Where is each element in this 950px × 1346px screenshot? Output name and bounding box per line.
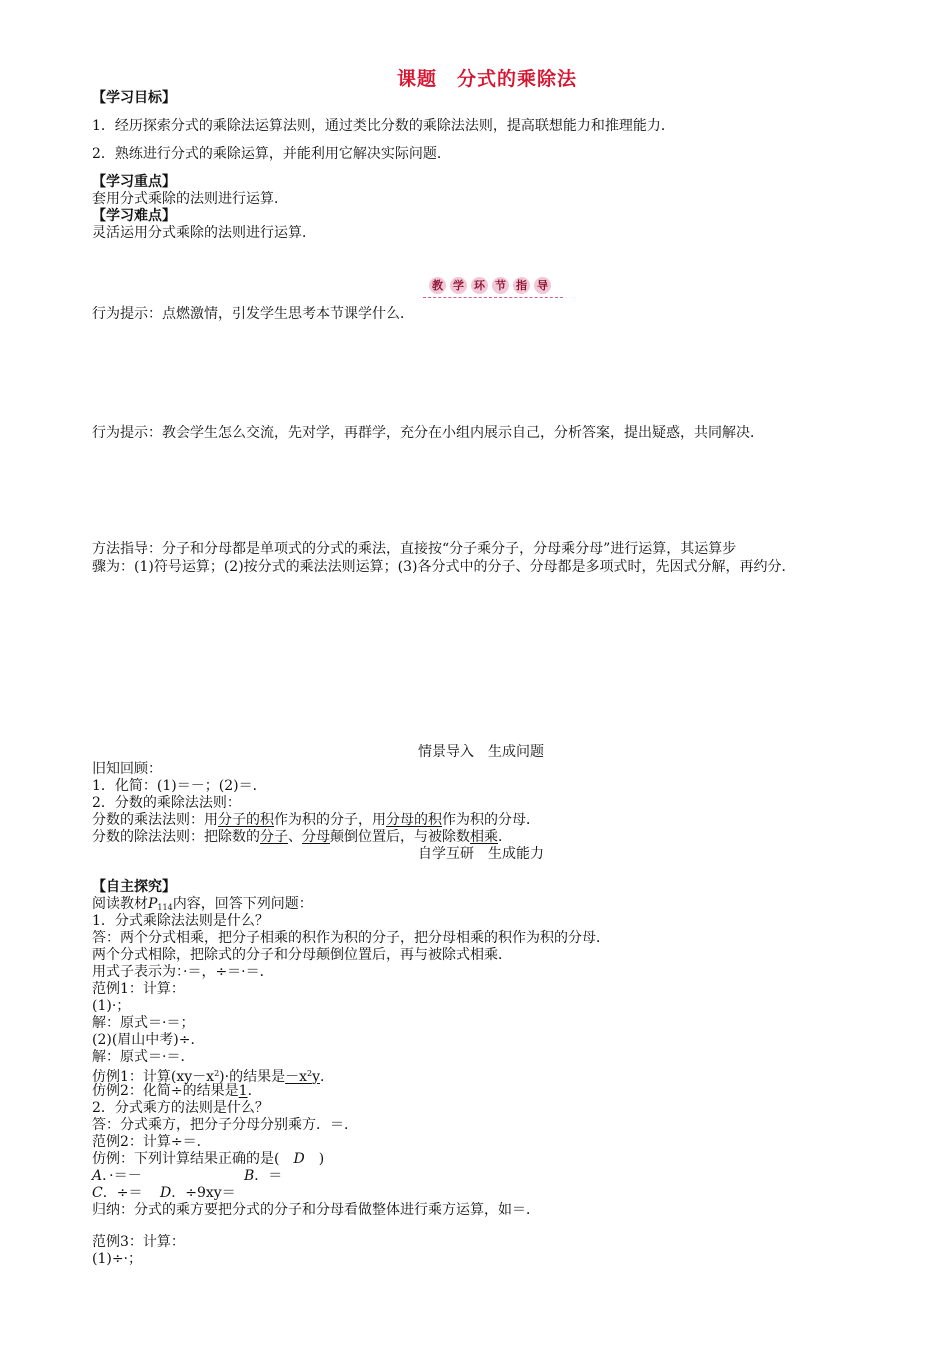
teaching-guide-banner [423,276,563,300]
text: ． [498,829,512,845]
solution-2: 解：原式＝·＝． [92,1049,195,1065]
objective-item: 2．熟练进行分式的乘除运算，并能利用它解决实际问题． [92,146,451,162]
example-3-part1: (1)÷·； [92,1251,143,1267]
text: ．÷＝ [102,1185,143,1201]
behavior-tip-2: 行为提示：教会学生怎么交流，先对学，再群学，充分在小组内展示自己，分析答案，提出疑惑，共同解决． [92,425,764,441]
choice-stem [92,1151,324,1167]
text: －x [285,1069,307,1085]
text: 作为积的分母． [442,812,540,828]
banner-char: 环 [471,277,488,294]
difficulty-heading: 【学习难点】 [92,208,176,224]
exponent: 2 [214,1069,220,1078]
text: y [312,1069,321,1085]
review-label: 旧知回顾： [92,761,162,777]
difficulty-text: 灵活运用分式乘除的法则进行运算． [92,225,316,241]
example-2: 范例2：计算÷＝． [92,1134,211,1150]
text: ) [304,1151,325,1167]
review-q2: 2．分数的乘除法法则： [92,795,241,811]
text: 仿例1：计算(xy－x [92,1069,215,1085]
banner-char: 节 [492,277,509,294]
banner-divider [423,297,563,298]
answer-1-cont: 两个分式相除，把除式的分子和分母颠倒位置后，再与被除式相乘． [92,947,512,963]
imitation-2 [92,1083,262,1099]
page-ref: P [148,896,158,912]
method-guide-line1: 方法指导：分子和分母都是单项式的分式的乘法，直接按“分子乘分子，分母乘分母”进行运算，其运算步 [92,541,737,557]
text: 仿例：下列计算结果正确的是( [92,1151,294,1167]
text: ．÷9xy＝ [171,1185,236,1201]
example-1-part1: (1)·； [92,998,131,1014]
focus-heading: 【学习重点】 [92,174,176,190]
text: 内容，回答下列问题： [172,896,313,912]
option-letter: D [160,1185,172,1201]
fraction-multiplication-rule [92,812,540,828]
example-1-heading: 范例1：计算： [92,981,185,997]
banner-char: 导 [534,277,551,294]
text: ． [320,1069,335,1085]
answer-blank: 1 [238,1083,248,1099]
text: 作为积的分子，用 [274,812,386,828]
answer-blank: 分母 [302,829,330,845]
method-guide-line2: 骤为：(1)符号运算；(2)按分式的乘法法则运算；(3)各分式中的分子、分母都是多项式时，先因式分解，再约分． [92,559,796,575]
objectives-heading: 【学习目标】 [92,90,176,106]
section-title-intro: 情景导入 生成问题 [418,744,544,760]
banner-char: 教 [429,277,446,294]
page-title: 课题 分式的乘除法 [397,68,578,90]
text: 分数的乘法法则：用 [92,812,218,828]
answer-blank: 分母的积 [386,812,442,828]
exponent: 2 [307,1069,313,1078]
objective-item: 1．经历探索分式的乘除法运算法则，通过类比分数的乘除法法则，提高联想能力和推理能力． [92,118,675,134]
behavior-tip-1: 行为提示：点燃激情，引发学生思考本节课学什么． [92,306,414,322]
example-1-part2: (2)(眉山中考)÷． [92,1032,205,1048]
review-q1: 1．化简：(1)＝－；(2)＝． [92,778,267,794]
option-letter: A [92,1168,103,1184]
answer-blank: 相乘 [470,829,498,845]
section-title-study: 自学互研 生成能力 [418,846,544,862]
text: ． [247,1083,262,1099]
choice-option-b [244,1168,282,1184]
option-letter: C [92,1185,103,1201]
explore-heading: 【自主探究】 [92,879,176,895]
solution-1: 解：原式＝·＝； [92,1015,195,1031]
text: ．·＝－ [102,1168,142,1184]
choice-answer: D [293,1151,305,1167]
formula-line: 用式子表示为：·＝，÷＝·＝． [92,964,274,980]
choice-option-d [160,1185,236,1201]
banner-char: 指 [513,277,530,294]
text: ．＝ [254,1168,283,1184]
focus-text: 套用分式乘除的法则进行运算． [92,191,288,207]
answer-blank: 分子的积 [218,812,274,828]
question-1: 1．分式乘除法法则是什么？ [92,913,269,929]
text: 阅读教材 [92,896,148,912]
option-letter: B [244,1168,255,1184]
induction: 归纳：分式的乘方要把分式的分子和分母看做整体进行乘方运算，如＝． [92,1202,540,1218]
page-number: 114 [157,903,173,912]
banner-char: 学 [450,277,467,294]
answer-1: 答：两个分式相乘，把分子相乘的积作为积的分子，把分母相乘的积作为积的分母． [92,930,610,946]
choice-option-a [92,1168,142,1184]
answer-blank [285,1069,320,1085]
choice-option-c [92,1185,142,1201]
fraction-division-rule [92,829,512,845]
text: 仿例2：化简÷的结果是 [92,1083,239,1099]
answer-2: 答：分式乘方，把分子分母分别乘方．＝． [92,1117,358,1133]
text: 分数的除法法则：把除数的 [92,829,260,845]
example-3-heading: 范例3：计算： [92,1234,185,1250]
text: )·的结果是 [219,1069,286,1085]
question-2: 2．分式乘方的法则是什么？ [92,1100,269,1116]
answer-blank: 分子 [260,829,288,845]
text: 、 [288,829,302,845]
text: 颠倒位置后，与被除数 [330,829,470,845]
